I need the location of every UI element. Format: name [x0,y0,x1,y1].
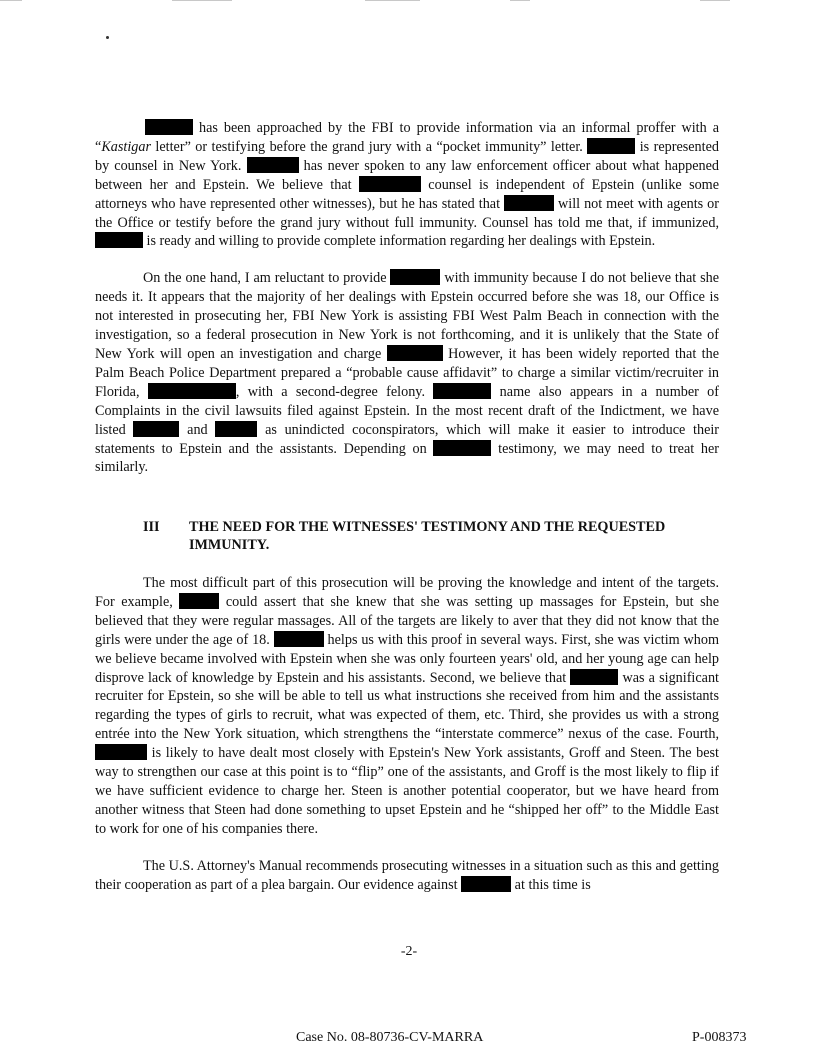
paragraph-text: is likely to have dealt most closely with Epstein's New York assistants, Groff and Steen. The best way to strengthen our case at this point is to “flip” one of the assistants, and Groff is the most likely to flip if we have sufficient evidence to charge her. Steen is another potential cooperator, but we have heard from another witness that Steen had done something to upset Epstein and he “shipped her off” to the Middle East to work for one of his companies there. [95,745,719,837]
redaction-box [390,269,440,285]
scan-artifact-line [700,0,730,1]
paragraph-text: could assert that she knew that she was setting up massages for Epstein, but she believed that they were regular massages. All of the targets are likely to aver that they did not know that the girls were under the age of 18. [95,593,720,648]
section-number: III [143,519,160,535]
scan-artifact-line [172,0,232,1]
paragraph-text: at this time is [514,876,591,893]
body-block-top [95,119,719,477]
redaction-box [504,195,554,211]
paragraph-text: and [187,421,208,438]
paragraph-text: However, it has been widely reported that the Palm Beach Police Department prepared a “probable cause affidavit” to charge a similar victim/recruiter in Florida, [95,345,720,400]
paragraph-text: The most difficult part of this prosecution will be proving the knowledge and intent of the targets. For example, [95,575,719,610]
paragraph-text: has been approached by the FBI to provide information via an informal proffer with a “ [95,120,719,155]
paragraph-text: was a significant recruiter for Epstein, so she will be able to tell us what instructions she received from him and the assistants regarding the types of girls to recruit, what was expected of them, etc. Third, she provides us with a strong entrée into the New York situation, which strengthens the “interstate commerce” nexus of the case. Fourth, [95,669,720,743]
redaction-box [274,631,324,647]
redaction-box [133,421,179,437]
redaction-box [461,876,511,892]
paragraph-text: helps us with this proof in several ways. First, she was victim whom we believe became involved with Epstein when she was only fourteen years' old, and her young age can help disprove lack of knowledge by Epstein and his assistants. Second, we believe that [95,631,719,686]
paragraph-3 [95,574,719,839]
redaction-box [215,421,257,437]
redaction-box [148,383,236,399]
body-block-bottom [95,574,719,895]
redaction-box [570,669,618,685]
redaction-box [587,138,635,154]
section-title: THE NEED FOR THE WITNESSES' TESTIMONY AND THE REQUESTED IMMUNITY. [189,519,666,553]
redaction-box [95,232,143,248]
redaction-box [247,157,299,173]
paragraph-text: testimony, we may need to treat her similarly. [95,440,720,476]
footer-case-number: Case No. 08-80736-CV-MARRA [296,1030,484,1045]
redaction-box [179,593,219,609]
paragraph-text: is ready and willing to provide complete information regarding her dealings with Epstein. [146,233,656,250]
scan-speck [106,36,109,39]
page-number: -2- [400,944,418,959]
redaction-box [433,383,491,399]
paragraph-4 [95,857,719,895]
scan-artifact-line [510,0,530,1]
paragraph-text-italic: Kastigar [101,138,151,155]
paragraph-text: counsel is independent of Epstein (unlike some attorneys who have represented other witnesses), but he has stated that [95,176,720,212]
paragraph-text: , with a second-degree felony. [235,383,426,400]
redaction-box [95,744,147,760]
scan-artifact-line [365,0,420,1]
paragraph-text: has never spoken to any law enforcement officer about what happened between her and Epstein. We believe that [95,157,720,193]
paragraph-text: The U.S. Attorney's Manual recommends prosecuting witnesses in a situation such as this and getting their cooperation as part of a plea bargain. Our evidence against [95,857,719,893]
scan-artifact-line [0,0,22,1]
redaction-box [387,345,443,361]
paragraph-text: On the one hand, I am reluctant to provide [143,270,387,287]
footer-bates-number: P-008373 [692,1030,747,1045]
paragraph-1 [95,119,719,251]
paragraph-text: letter” or testifying before the grand jury with a “pocket immunity” letter. [150,138,583,155]
paragraph-text: with immunity because I do not believe that she needs it. It appears that the majority of her dealings with Epstein occurred before she was 18, our Office is not interested in prosecuting her, FBI New York is assisting FBI West Palm Beach in connection with the investigation, so a federal prosecution in New York is not forthcoming, and it is unlikely that the State of New York will open an investigation and charge [95,270,720,362]
redaction-box [145,119,193,135]
paragraph-text: name also appears in a number of Complaints in the civil lawsuits filed against Epstein. In the most recent draft of the Indictment, we have listed [95,383,719,438]
paragraph-text: as unindicted coconspirators, which will make it easier to introduce their statements to Epstein and the assistants. Depending on [95,421,720,457]
paragraph-text: is represented by counsel in New York. [95,138,719,174]
paragraph-text: will not meet with agents or the Office or testify before the grand jury without full immunity. Counsel has told me that, if immunized, [95,195,719,231]
paragraph-2 [95,269,719,477]
redaction-box [433,440,491,456]
redaction-box [359,176,421,192]
